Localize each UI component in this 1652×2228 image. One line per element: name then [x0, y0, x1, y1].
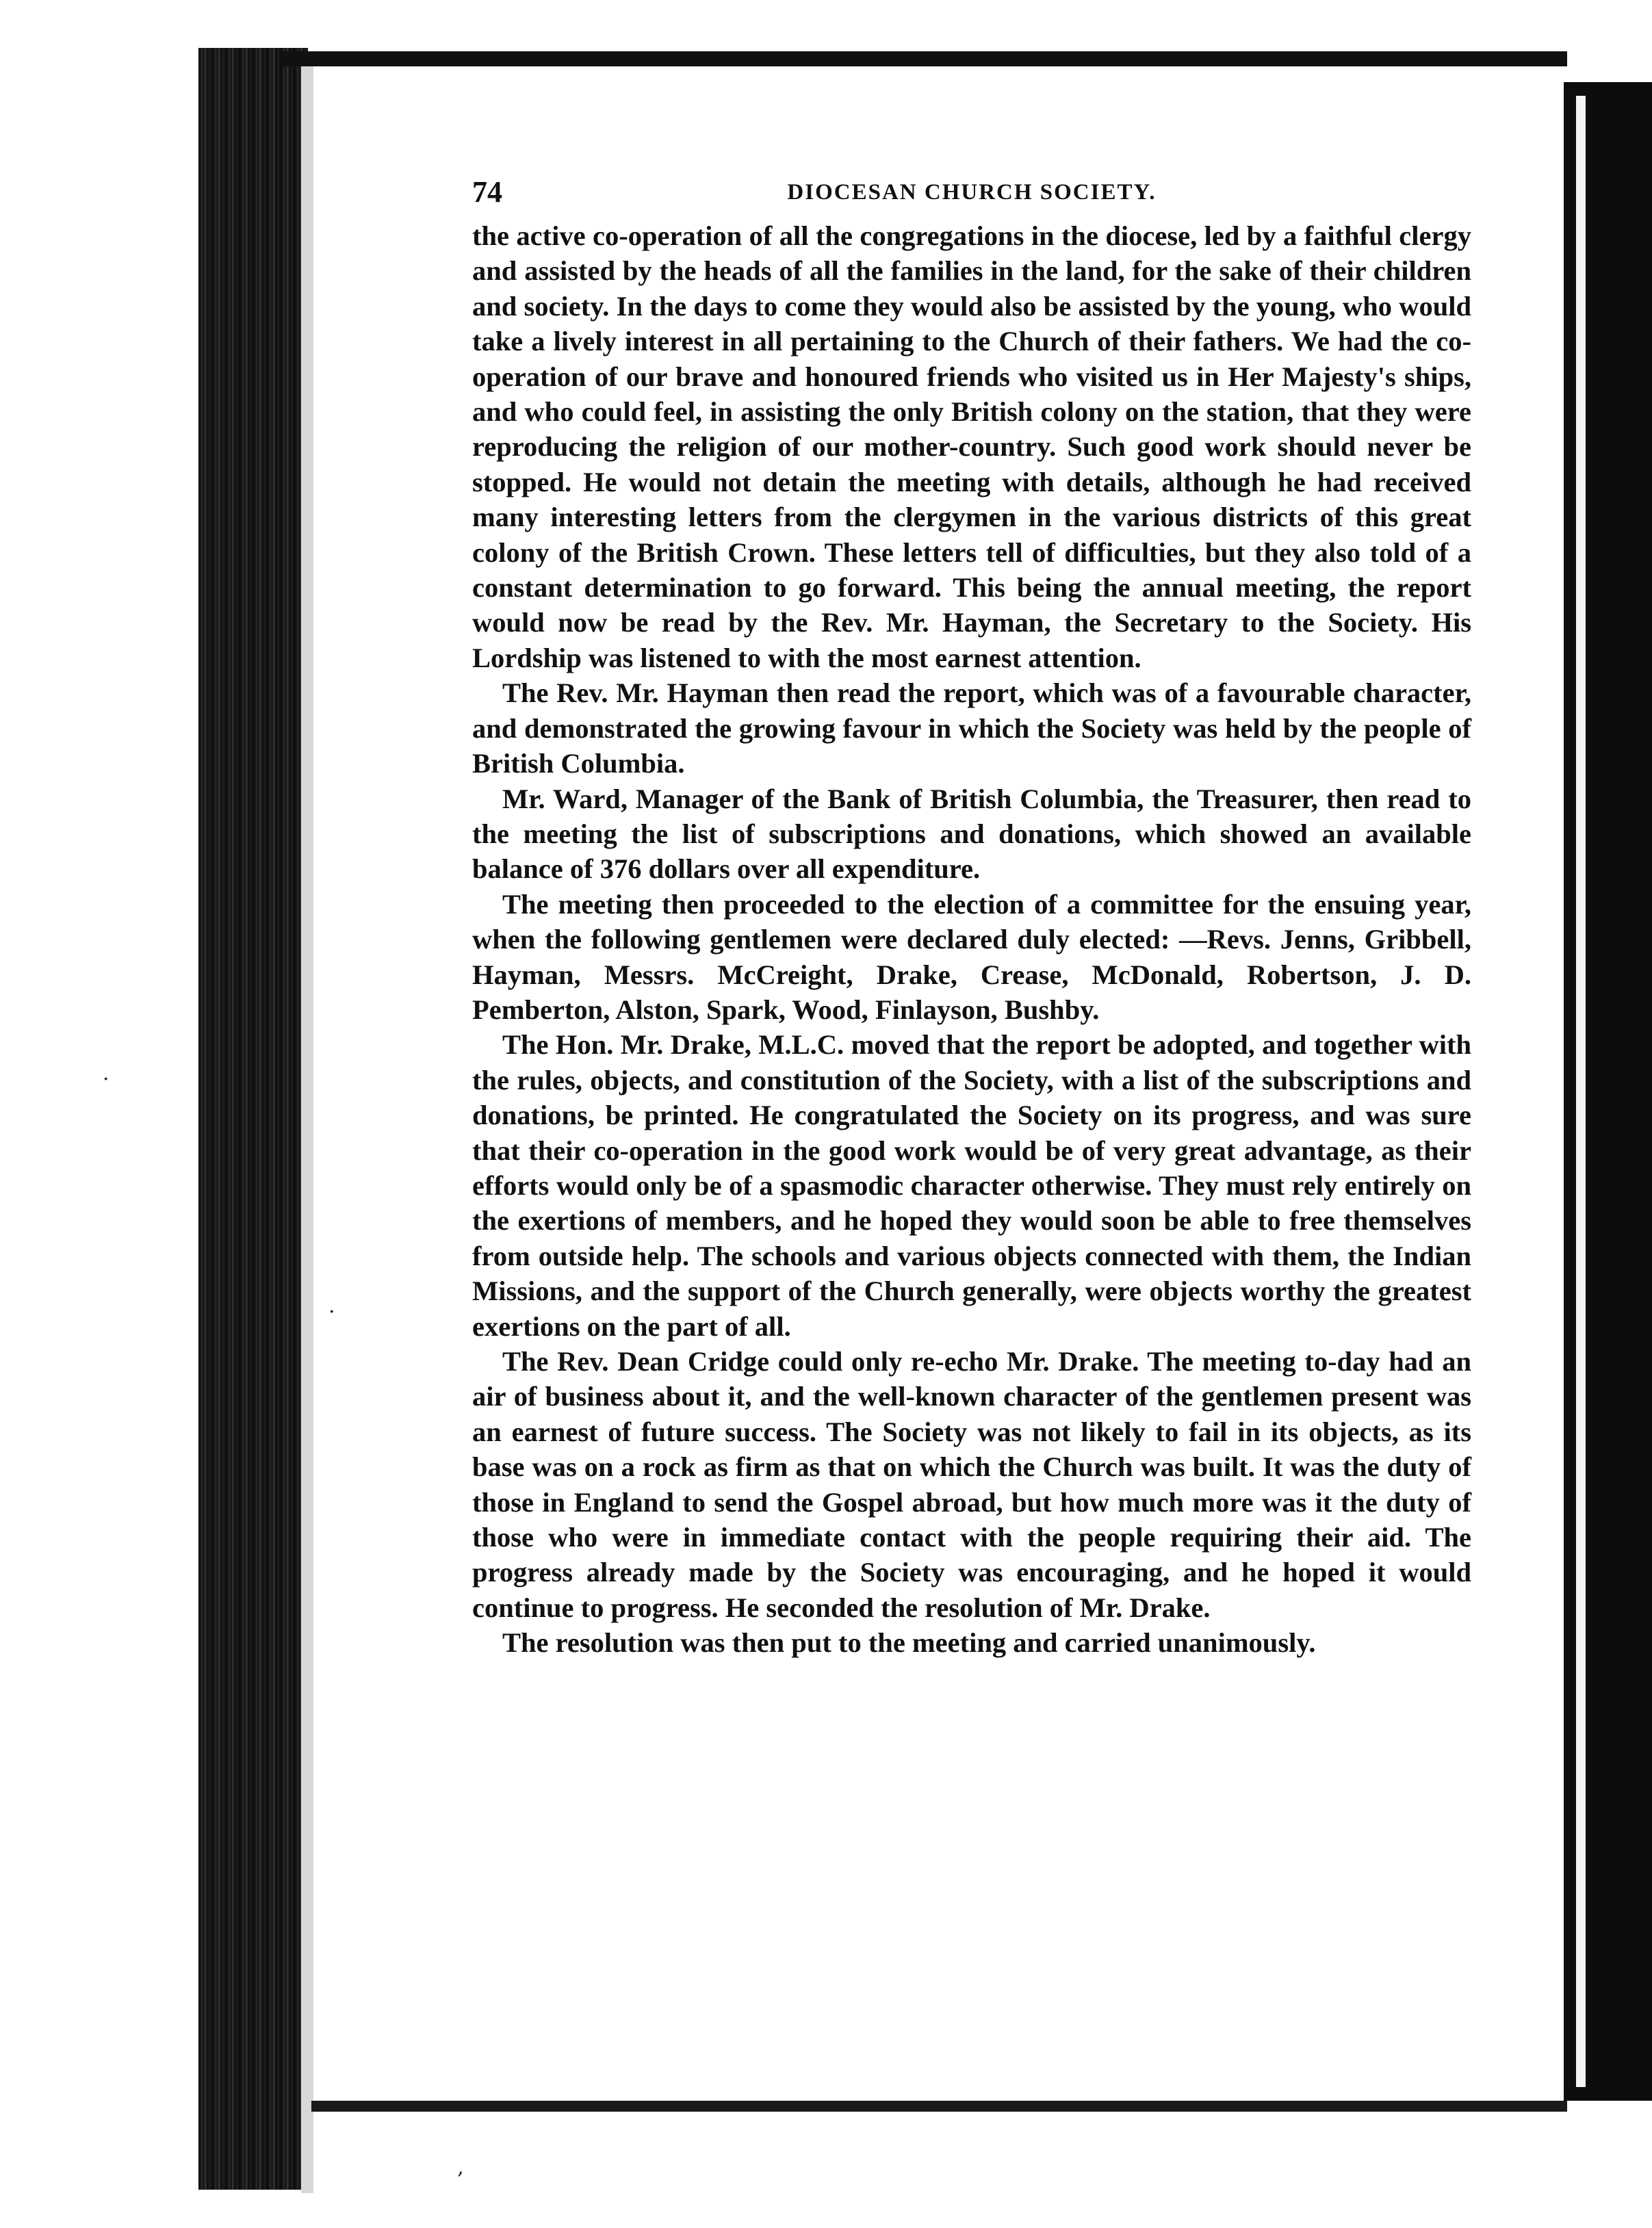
book-page	[472, 174, 1471, 1661]
top-page-edge	[281, 51, 1567, 66]
running-title: DIOCESAN CHURCH SOCIETY.	[787, 180, 1157, 205]
next-page-strip	[1576, 96, 1586, 2087]
bottom-page-edge	[311, 2101, 1567, 2112]
body-text	[472, 218, 1471, 1661]
margin-specks	[0, 0, 464, 2228]
paragraph: The Rev. Dean Cridge could only re-echo Mr. Drake. The meeting to-day had an air of business about it, and the well-known character of the gentlemen present was an earnest of future success. The Society was not likely to fail in its objects, as its base was on a rock as firm as that on which the Church was built. It was the duty of those in England to send the Gospel abroad, but how much more was it the duty of those who were in immediate contact with the people requiring their aid. The progress already made by the Society was encouraging, and he hoped it would continue to progress. He seconded the resolution of Mr. Drake.	[472, 1346, 1471, 1623]
gutter-shadow	[301, 65, 313, 2193]
ink-speck: ‚	[457, 2155, 464, 2179]
ink-speck: ·	[103, 1067, 109, 1091]
right-page-edge	[1564, 82, 1652, 2101]
ink-speck: ·	[328, 1300, 335, 1324]
page-number: 74	[472, 175, 502, 209]
paragraph: The Rev. Mr. Hayman then read the report, which was of a favourable character, and demonstrated the growing favour in which the Society was held by the people of British Columbia.	[472, 677, 1471, 779]
paragraph: the active co-operation of all the congregations in the diocese, led by a faithful clergy and assisted by the heads of all the families in the land, for the sake of their children and society. In the days to come they would also be assisted by the young, who would take a lively interest in all pertaining to the Church of their fathers. We had the co-operation of our brave and honoured friends who visited us in Her Majesty's ships, and who could feel, in assisting the only British colony on the station, that they were reproducing the religion of our mother-country. Such good work should never be stopped. He would not detain the meeting with details, although he had received many interesting letters from the clergymen in the various districts of this great colony of the British Crown. These letters tell of difficulties, but they also told of a constant determination to go forward. This being the annual meeting, the report would now be read by the Rev. Mr. Hayman, the Secretary to the Society. His Lordship was listened to with the most earnest attention.	[472, 220, 1471, 673]
book-spine	[198, 48, 308, 2190]
paragraph: The Hon. Mr. Drake, M.L.C. moved that the report be adopted, and together with the rules, objects, and constitution of the Society, with a list of the subscriptions and donations, be printed. He congratulated the Society on its progress, and was sure that their co-operation in the good work would be of very great advantage, as their efforts would only be of a spasmodic character otherwise. They must rely entirely on the exertions of members, and he hoped they would soon be able to free themselves from outside help. The schools and various objects connected with them, the Indian Missions, and the support of the Church generally, were objects worthy the greatest exertions on the part of all.	[472, 1029, 1471, 1342]
paragraph: The resolution was then put to the meeting and carried unanimously.	[502, 1627, 1316, 1659]
paragraph: Mr. Ward, Manager of the Bank of British Columbia, the Treasurer, then read to the meeting the list of subscriptions and donations, which showed an available balance of 376 dollars over all expenditure.	[472, 783, 1471, 885]
running-head	[472, 174, 1471, 217]
paragraph: The meeting then proceeded to the election of a committee for the ensuing year, when the following gentlemen were declared duly elected: —Revs. Jenns, Gribbell, Hayman, Messrs. McCreight, Drake, Crease, McDonald, Robertson, J. D. Pemberton, Alston, Spark, Wood, Finlayson, Bushby.	[472, 888, 1471, 1025]
